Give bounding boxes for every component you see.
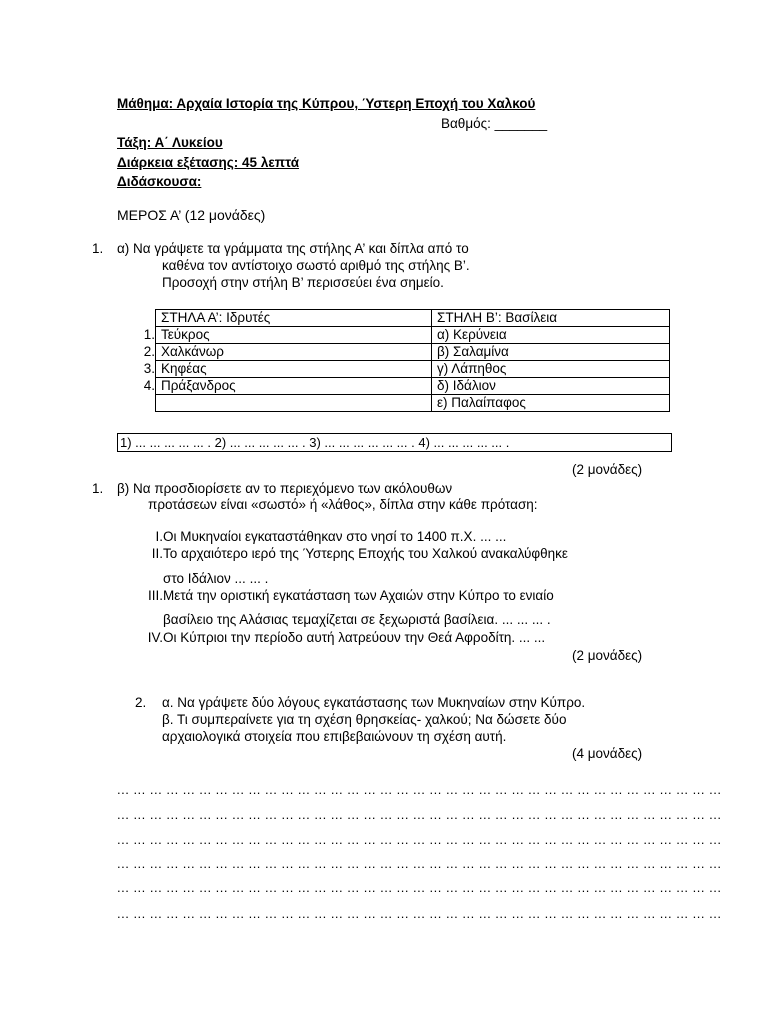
kingdom-cell: γ) Λάπηθος (432, 361, 670, 378)
matching-table (155, 309, 670, 412)
kingdom-cell: β) Σαλαμίνα (432, 344, 670, 361)
q2-line3: αρχαιολογικά στοιχεία που επιβεβαιώνουν τη σχέση αυτή. (162, 729, 507, 744)
q1a-marks: (2 μονάδες) (572, 462, 643, 477)
class-label: Τάξη: Α΄ Λυκείου (117, 135, 223, 150)
statement-text: Οι Μυκηναίοι εγκαταστάθηκαν στο νησί το 1400 π.Χ. ... ... (163, 529, 507, 544)
kingdom-cell: ε) Παλαίπαφος (432, 395, 670, 412)
grade-field: Βαθμός: _______ (441, 116, 548, 131)
q2-marks: (4 μονάδες) (572, 746, 643, 761)
statement-continuation: στο Ιδάλιον ... ... . (163, 571, 269, 586)
answer-dotted-line[interactable]: ... ... ... ... ... ... ... ... ... ... ... ... ... ... ... ... ... ... ... ... ... ... ... ... ... ... ... ... ... ... ... ... ... ... ... ... ... (117, 880, 722, 895)
q1a-number: 1. (92, 241, 104, 256)
statement-number: IV. (147, 630, 163, 645)
answer-dotted-line[interactable]: ... ... ... ... ... ... ... ... ... ... ... ... ... ... ... ... ... ... ... ... ... ... ... ... ... ... ... ... ... ... ... ... ... ... ... ... ... (117, 807, 722, 822)
table-row (156, 327, 670, 344)
row-number: 1. (143, 327, 155, 342)
col-a-header: ΣΤΗΛΑ Α’: Ιδρυτές (156, 310, 432, 327)
q2-line1: α. Να γράψετε δύο λόγους εγκατάστασης των Μυκηναίων στην Κύπρο. (162, 695, 586, 710)
subject-title: Μάθημα: Αρχαία Ιστορία της Κύπρου, Ύστερη Εποχή του Χαλκού (117, 96, 536, 111)
q2-number: 2. (135, 695, 147, 710)
statement-number: II. (151, 546, 163, 561)
part-a-title: ΜΕΡΟΣ Α’ (12 μονάδες) (117, 207, 266, 223)
founder-cell: Χαλκάνωρ (156, 344, 432, 361)
q1a-line1: α) Να γράψετε τα γράμματα της στήλης Α’ και δίπλα από το (117, 241, 469, 256)
table-header-row (156, 310, 670, 327)
founder-cell: Κηφέας (156, 361, 432, 378)
founder-cell (156, 395, 432, 412)
statement-number: I. (155, 529, 163, 544)
founder-cell: Τεύκρος (156, 327, 432, 344)
table-row (156, 361, 670, 378)
q1b-marks: (2 μονάδες) (572, 648, 643, 663)
founder-cell: Πράξανδρος (156, 378, 432, 395)
answer-dotted-line[interactable]: ... ... ... ... ... ... ... ... ... ... ... ... ... ... ... ... ... ... ... ... ... ... ... ... ... ... ... ... ... ... ... ... ... ... ... ... ... (117, 856, 722, 871)
table-row (156, 378, 670, 395)
row-number: 3. (143, 361, 155, 376)
kingdom-cell: α) Κερύνεια (432, 327, 670, 344)
statement-text: Οι Κύπριοι την περίοδο αυτή λατρεύουν την Θεά Αφροδίτη. ... ... (163, 630, 546, 645)
q1b-line2: προτάσεων είναι «σωστό» ή «λάθος», δίπλα στην κάθε πρόταση: (148, 497, 538, 512)
q1a-line2: καθένα τον αντίστοιχο σωστό αριθμό της στήλης Β’. (162, 258, 470, 273)
answer-dotted-line[interactable]: ... ... ... ... ... ... ... ... ... ... ... ... ... ... ... ... ... ... ... ... ... ... ... ... ... ... ... ... ... ... ... ... ... ... ... ... ... (117, 832, 722, 847)
q1b-number: 1. (92, 481, 104, 496)
table-row (156, 344, 670, 361)
kingdom-cell: δ) Ιδάλιον (432, 378, 670, 395)
row-number: 4. (143, 378, 155, 393)
statement-text: Το αρχαιότερο ιερό της Ύστερης Εποχής του Χαλκού ανακαλύφθηκε (163, 546, 568, 561)
answer-box[interactable]: 1) ... ... ... ... ... . 2) ... ... ... ... ... . 3) ... ... ... ... ... ... . 4) ... ... ... ... ... . (117, 433, 672, 452)
q2-line2: β. Τι συμπεραίνετε για τη σχέση θρησκείας- χαλκού; Να δώσετε δύο (162, 712, 567, 727)
teacher-label: Διδάσκουσα: (117, 174, 202, 189)
table-row (156, 395, 670, 412)
row-number: 2. (143, 344, 155, 359)
q1b-line1: β) Να προσδιορίσετε αν το περιεχόμενο των ακόλουθων (117, 481, 453, 496)
q1a-line3: Προσοχή στην στήλη Β’ περισσεύει ένα σημείο. (162, 275, 444, 290)
statement-text: Μετά την οριστική εγκατάσταση των Αχαιών στην Κύπρο το ενιαίο (163, 588, 554, 603)
duration-label: Διάρκεια εξέτασης: 45 λεπτά (117, 155, 300, 170)
statement-continuation: βασίλειο της Αλάσιας τεμαχίζεται σε ξεχωριστά βασίλεια. ... ... ... . (163, 612, 551, 627)
answer-dotted-line[interactable]: ... ... ... ... ... ... ... ... ... ... ... ... ... ... ... ... ... ... ... ... ... ... ... ... ... ... ... ... ... ... ... ... ... ... ... ... ... (117, 906, 722, 921)
col-b-header: ΣΤΗΛΗ Β’: Βασίλεια (432, 310, 670, 327)
answer-dotted-line[interactable]: ... ... ... ... ... ... ... ... ... ... ... ... ... ... ... ... ... ... ... ... ... ... ... ... ... ... ... ... ... ... ... ... ... ... ... ... ... (117, 782, 722, 797)
statement-number: III. (147, 588, 163, 603)
